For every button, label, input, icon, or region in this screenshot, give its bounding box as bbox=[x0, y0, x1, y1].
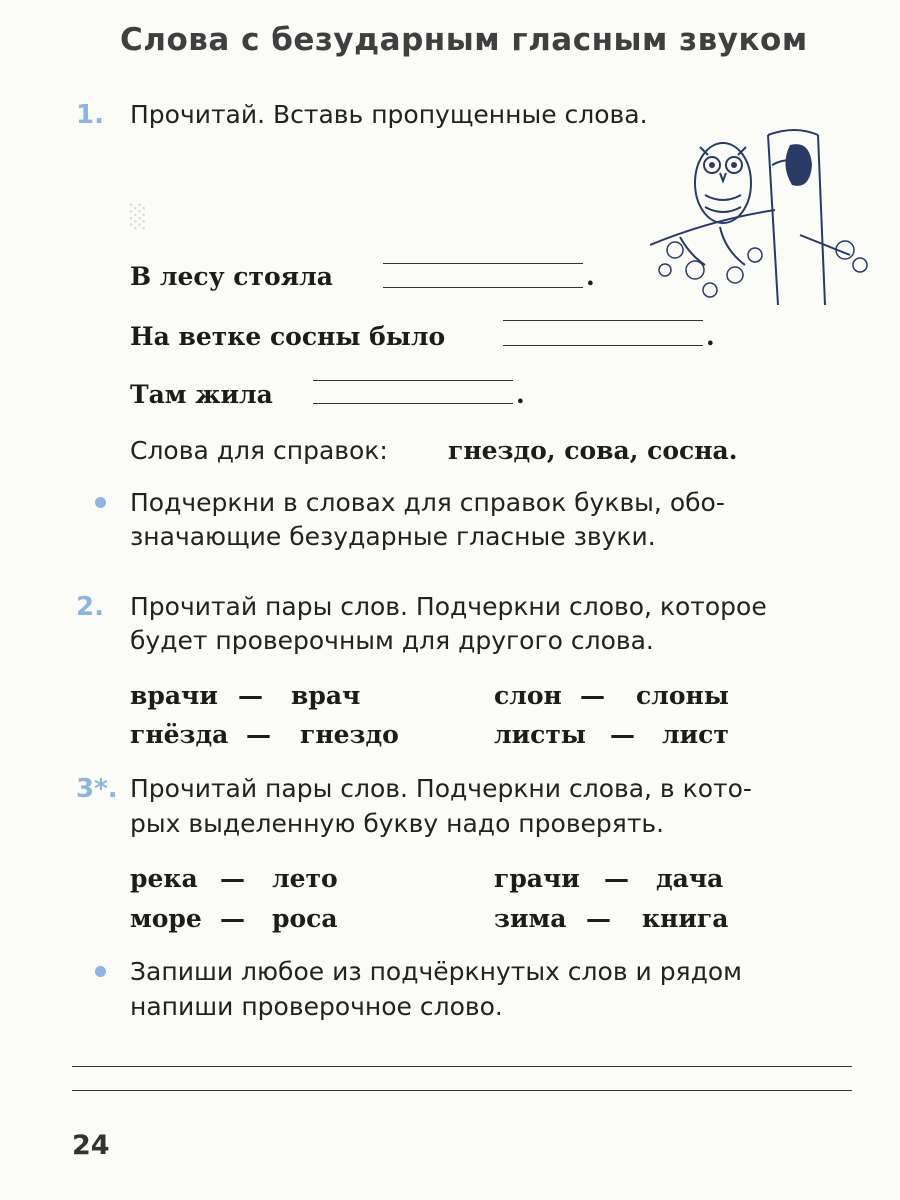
ex2-instruction-line-1: Прочитай пары слов. Подчеркни слово, которое bbox=[130, 592, 767, 621]
page-number: 24 bbox=[72, 1130, 110, 1161]
ex3-task-line-1: Запиши любое из подчёркнутых слов и рядом bbox=[130, 957, 743, 986]
ex2-instruction-line-2: будет проверочным для другого слова. bbox=[130, 626, 654, 655]
sentence-2: На ветке сосны было bbox=[130, 322, 446, 351]
bullet-icon bbox=[95, 966, 106, 977]
word-pair-left: врачи bbox=[130, 681, 218, 710]
word-pair-left: слон bbox=[494, 681, 562, 710]
ex3-task-line-2: напиши проверочное слово. bbox=[130, 992, 503, 1021]
sentence-period: . bbox=[706, 322, 715, 351]
ex3-instruction-line-1: Прочитай пары слов. Подчеркни слова, в кото- bbox=[130, 774, 752, 803]
bullet-icon bbox=[95, 497, 106, 508]
word-pair-left: листы bbox=[494, 720, 586, 749]
answer-line bbox=[503, 320, 703, 321]
dash: — bbox=[580, 681, 605, 710]
dash: — bbox=[610, 720, 635, 749]
word-pair-right: лист bbox=[662, 720, 729, 749]
exercise-1-number: 1. bbox=[76, 100, 104, 130]
ex1-task-line-1: Подчеркни в словах для справок буквы, обо- bbox=[130, 488, 725, 517]
word-pair-left: грачи bbox=[494, 864, 580, 893]
exercise-1-instruction: Прочитай. Вставь пропущенные слова. bbox=[130, 100, 648, 129]
word-pair-right: гнездо bbox=[300, 720, 399, 749]
dash: — bbox=[586, 904, 611, 933]
dash: — bbox=[220, 904, 245, 933]
ex3-instruction-line-2: рых выделенную букву надо проверять. bbox=[130, 809, 665, 838]
writing-line bbox=[72, 1090, 852, 1091]
answer-line bbox=[313, 403, 513, 404]
word-pair-right: слоны bbox=[636, 681, 729, 710]
ex1-task-line-2: значающие безударные гласные звуки. bbox=[130, 522, 656, 551]
word-pair-right: роса bbox=[272, 904, 338, 933]
bleed-through-text: ░ bbox=[130, 205, 147, 230]
reference-words: гнездо, сова, сосна. bbox=[448, 436, 738, 465]
owl-on-tree-icon bbox=[650, 125, 875, 310]
answer-line bbox=[383, 263, 583, 264]
word-pair-left: зима bbox=[494, 904, 567, 933]
dash: — bbox=[604, 864, 629, 893]
exercise-2-number: 2. bbox=[76, 592, 104, 622]
word-pair-left: гнёзда bbox=[130, 720, 229, 749]
word-pair-right: дача bbox=[656, 864, 724, 893]
word-pair-left: река bbox=[130, 864, 198, 893]
exercise-3-number: 3*. bbox=[76, 774, 118, 804]
answer-line bbox=[383, 287, 583, 288]
sentence-3: Там жила bbox=[130, 380, 273, 409]
dash: — bbox=[220, 864, 245, 893]
answer-line bbox=[313, 380, 513, 381]
sentence-period: . bbox=[586, 262, 595, 291]
dash: — bbox=[246, 720, 271, 749]
sentence-period: . bbox=[516, 380, 525, 409]
writing-line bbox=[72, 1066, 852, 1067]
word-pair-left: море bbox=[130, 904, 202, 933]
word-pair-right: врач bbox=[291, 681, 361, 710]
sentence-1: В лесу стояла bbox=[130, 262, 333, 291]
answer-line bbox=[503, 345, 703, 346]
dash: — bbox=[238, 681, 263, 710]
reference-label: Слова для справок: bbox=[130, 436, 388, 465]
word-pair-right: лето bbox=[272, 864, 338, 893]
page-title: Слова с безударным гласным звуком bbox=[120, 22, 808, 58]
word-pair-right: книга bbox=[642, 904, 729, 933]
